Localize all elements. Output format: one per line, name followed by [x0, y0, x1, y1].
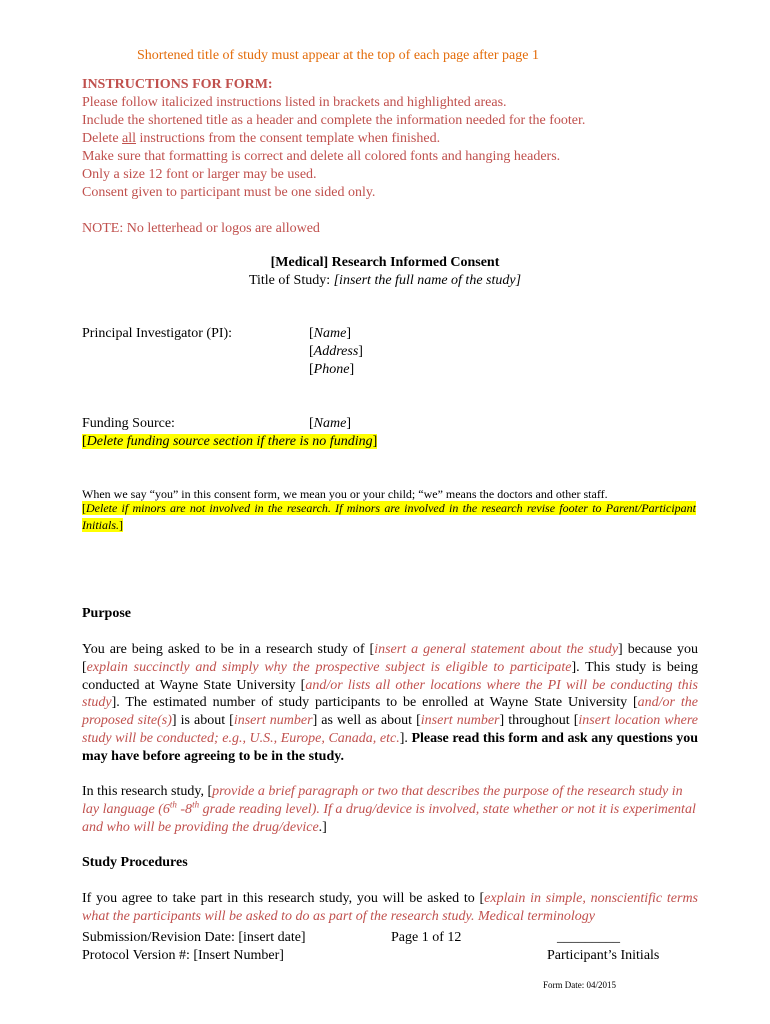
footer-initials-blank: _________: [557, 930, 620, 945]
instruction-line: Consent given to participant must be one sided only.: [82, 185, 376, 200]
instruction-line: Only a size 12 font or larger may be used.: [82, 167, 317, 182]
pi-label: Principal Investigator (PI):: [82, 326, 233, 341]
underlined-all: all: [122, 131, 137, 146]
purpose-paragraph-1: You are being asked to be in a research study of [insert a general statement about the study] because you [explain succinctly and simply why the prospective subject is eligible to participate]. This study is being conducted at Wayne State University [and/or lists all other locations where the PI will be conducting this study]. The estimated number of study participants to be enrolled at Wayne State University [and/or the proposed site(s)] is about [insert number] as well as about [insert number] throughout [insert location where study will be conducted; e.g., U.S., Europe, Canada, etc.]. Please read this form and ask any questions you may have before agreeing to be in the study.: [82, 642, 699, 764]
purpose-heading: Purpose: [82, 606, 131, 621]
study-title: Title of Study: [insert the full name of the study]: [248, 273, 522, 288]
instructions-block: [82, 76, 585, 238]
footer-protocol-version: Protocol Version #: [Insert Number]: [82, 948, 284, 963]
funding-delete-note: [Delete funding source section if there is no funding]: [82, 434, 378, 449]
definitions-text: When we say “you” in this consent form, we mean you or your child; “we” means the doctors and other staff.: [82, 487, 608, 501]
pi-phone: [Phone]: [309, 362, 355, 377]
pi-details: [309, 325, 363, 379]
instructions-note: NOTE: No letterhead or logos are allowed: [82, 221, 320, 236]
instruction-line: Delete all instructions from the consent template when finished.: [82, 131, 441, 146]
instruction-line: Please follow italicized instructions listed in brackets and highlighted areas.: [82, 95, 507, 110]
funding-label: Funding Source:: [82, 416, 175, 431]
footer-form-date: Form Date: 04/2015: [543, 980, 616, 990]
footer-participant-initials: Participant’s Initials: [547, 948, 660, 963]
pi-name: [Name]: [309, 326, 352, 341]
form-title: [Medical] Research Informed Consent: [270, 255, 500, 270]
instructions-heading: INSTRUCTIONS FOR FORM:: [82, 77, 273, 92]
funding-name: [Name]: [309, 416, 352, 431]
footer-submission-date: Submission/Revision Date: [insert date]: [82, 930, 306, 945]
purpose-paragraph-2: In this research study, [provide a brief paragraph or two that describes the purpose of the research study in lay language (6th -8th grade reading level). If a drug/device is involved, state whether or not it is experimental and who will be providing the drug/device.]: [82, 784, 696, 835]
procedures-paragraph-1: If you agree to take part in this research study, you will be asked to [explain in simple, nonscientific terms what the participants will be asked to do as part of the research study. Medical terminology: [82, 891, 698, 924]
minors-note: [Delete if minors are not involved in the research. If minors are involved in the research revise footer to Parent/Participant Initials.]: [82, 501, 696, 532]
header-note: Shortened title of study must appear at the top of each page after page 1: [137, 48, 539, 63]
instruction-line: Include the shortened title as a header and complete the information needed for the footer.: [82, 113, 586, 128]
instruction-line: Make sure that formatting is correct and delete all colored fonts and hanging headers.: [82, 149, 561, 164]
pi-address: [Address]: [309, 344, 363, 359]
footer-page-number: Page 1 of 12: [391, 930, 462, 945]
procedures-heading: Study Procedures: [82, 855, 188, 870]
